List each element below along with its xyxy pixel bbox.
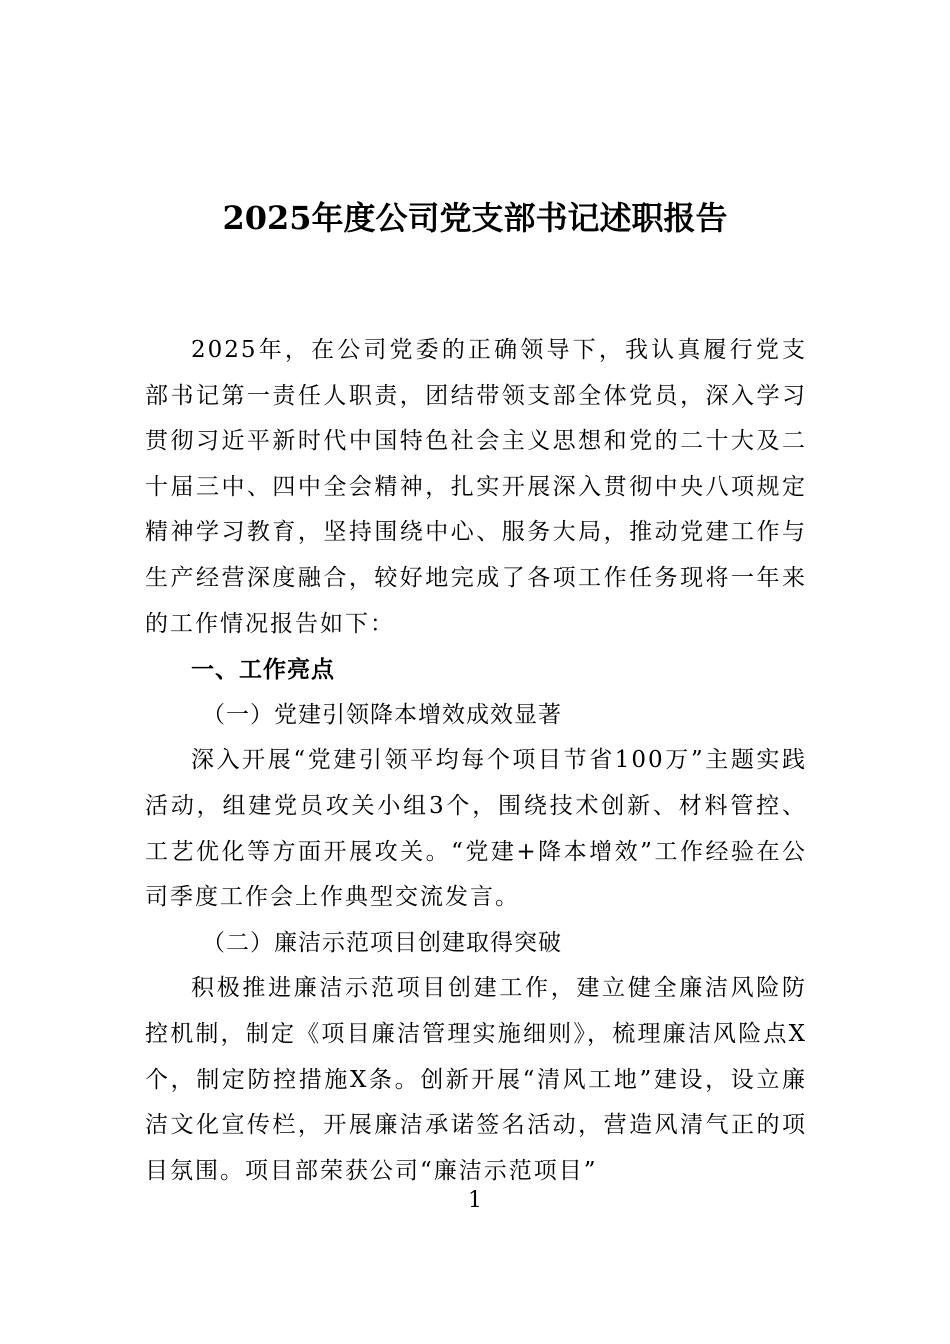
subsection-heading-integrity-project: （二）廉洁示范项目创建取得突破: [202, 929, 562, 956]
document-title: 2025年度公司党支部书记述职报告: [222, 199, 728, 237]
section-heading-highlights: 一、工作亮点: [191, 656, 335, 684]
page-number: 1: [468, 1188, 482, 1213]
intro-paragraph: 2025年，在公司党委的正确领导下，我认真履行党支部书记第一责任人职责，团结带领支部全体党员，深入学习贯彻习近平新时代中国特色社会主义思想和党的二十大及二十届三中、四中全会精神，扎实开展深入贯彻中央八项规定精神学习教育，坚持围绕中心、服务大局，推动党建工作与生产经营深度融合，较好地完成了各项工作任务现将一年来的工作情况报告如下：: [145, 337, 807, 637]
document-body: [145, 328, 807, 1194]
cost-reduction-paragraph: 深入开展“党建引领平均每个项目节省100万”主题实践活动，组建党员攻关小组3个，围绕技术创新、材料管控、工艺优化等方面开展攻关。“党建+降本增效”工作经验在公司季度工作会上作典型交流发言。: [145, 747, 807, 911]
integrity-project-paragraph: 积极推进廉洁示范项目创建工作，建立健全廉洁风险防控机制，制定《项目廉洁管理实施细则》，梳理廉洁风险点X个，制定防控措施X条。创新开展“清风工地”建设，设立廉洁文化宣传栏，开展廉洁承诺签名活动，营造风清气正的项目氛围。项目部荣获公司“廉洁示范项目”: [145, 975, 807, 1184]
subsection-heading-cost-reduction: （一）党建引领降本增效成效显著: [202, 701, 562, 728]
